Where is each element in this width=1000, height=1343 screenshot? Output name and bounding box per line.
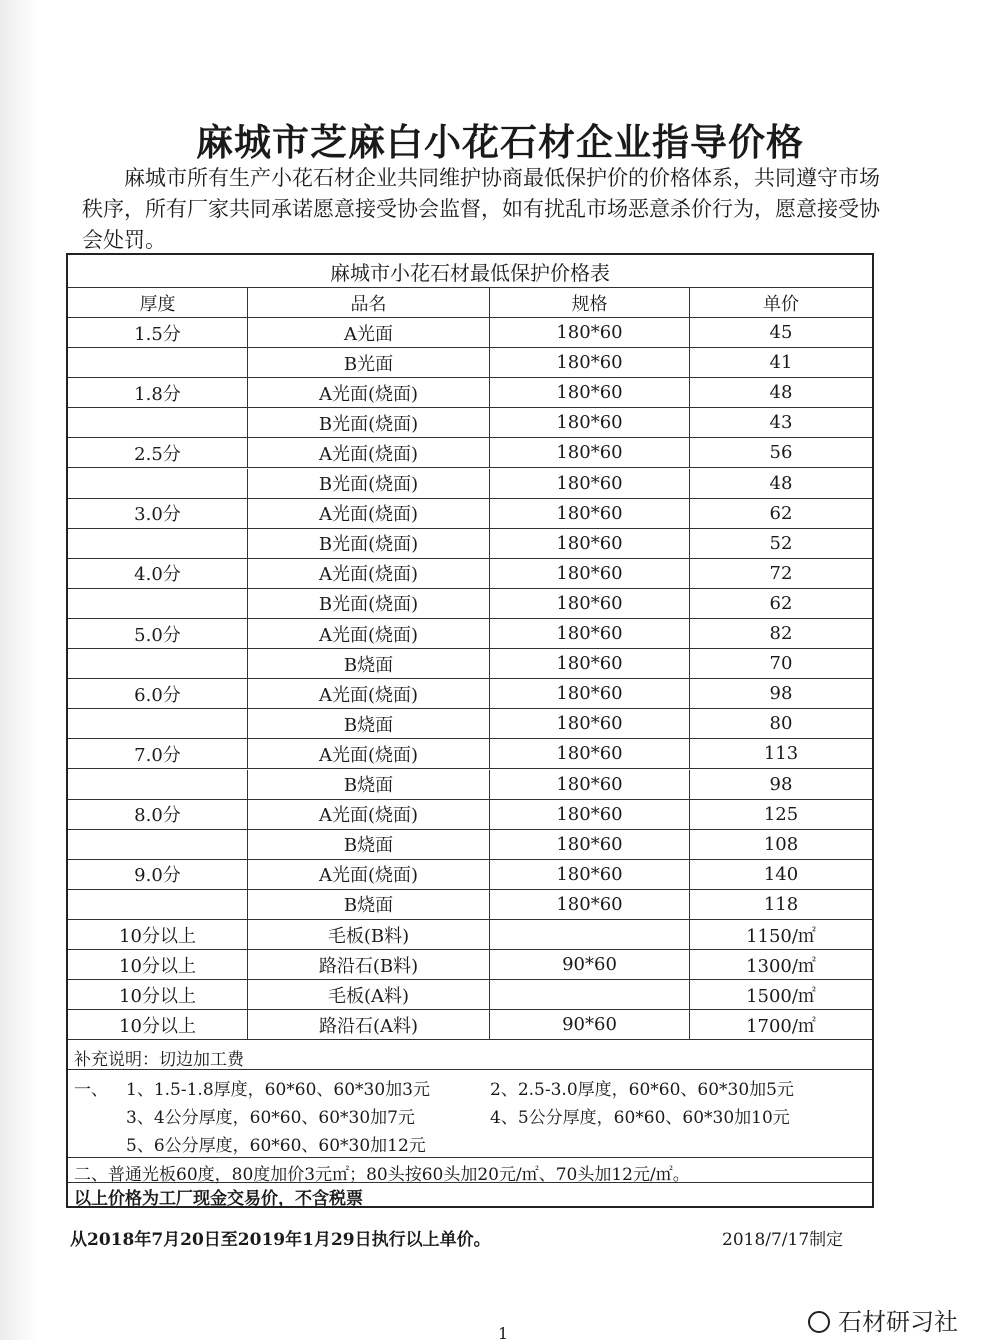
table-row xyxy=(68,800,872,830)
wechat-icon xyxy=(808,1311,830,1333)
note-1b: 2、2.5-3.0厚度，60*60、60*30加5元 xyxy=(490,1080,794,1100)
cell-price: 113 xyxy=(763,743,799,765)
table-row xyxy=(68,860,872,890)
table-row xyxy=(68,378,872,408)
cell-price: 56 xyxy=(769,442,793,464)
cell-spec: 180*60 xyxy=(490,860,690,889)
cell-product: B光面(烧面) xyxy=(248,529,490,558)
cell-thickness: 10分以上 xyxy=(68,920,248,949)
page-number: 1 xyxy=(498,1324,509,1343)
cell-thickness: 2.5分 xyxy=(68,438,248,467)
cell-product: A光面(烧面) xyxy=(248,559,490,588)
table-row xyxy=(68,438,872,468)
cell-product: 毛板(B料) xyxy=(248,920,490,949)
cell-spec: 180*60 xyxy=(490,378,690,407)
intro-paragraph: 麻城市所有生产小花石材企业共同维护协商最低保护价的价格体系，共同遵守市场秩序，所有厂家共同承诺愿意接受协会监督，如有扰乱市场恶意杀价行为，愿意接受协会处罚。 xyxy=(82,166,880,252)
cell-price: 48 xyxy=(769,382,793,404)
table-row xyxy=(68,1010,872,1040)
supplement-note: 补充说明：切边加工费 xyxy=(74,1050,244,1070)
table-row xyxy=(68,980,872,1010)
cell-product: B烧面 xyxy=(248,770,490,799)
note-three: 以上价格为工厂现金交易价，不含税票 xyxy=(74,1189,363,1209)
cell-spec: 180*60 xyxy=(490,469,690,498)
watermark-text: 石材研习社 xyxy=(838,1308,958,1336)
document-title: 麻城市芝麻白小花石材企业指导价格 xyxy=(196,120,804,164)
cell-price: 98 xyxy=(769,773,793,795)
cell-price: 118 xyxy=(763,893,799,915)
cell-product: 路沿石(B料) xyxy=(248,950,490,979)
cell-price: 140 xyxy=(763,863,799,885)
notes-block-two xyxy=(68,1158,872,1183)
cell-spec: 180*60 xyxy=(490,318,690,347)
cell-price: 80 xyxy=(769,713,793,735)
cell-product: 毛板(A料) xyxy=(248,980,490,1009)
cell-product: A光面(烧面) xyxy=(248,739,490,768)
table-row xyxy=(68,619,872,649)
cell-product: B光面(烧面) xyxy=(248,408,490,437)
cell-thickness xyxy=(68,830,248,859)
cell-price: 98 xyxy=(769,683,793,705)
cell-thickness: 4.0分 xyxy=(68,559,248,588)
cell-thickness xyxy=(68,709,248,738)
cell-price: 45 xyxy=(769,322,793,344)
table-row xyxy=(68,739,872,769)
table-caption: 麻城市小花石材最低保护价格表 xyxy=(68,255,872,288)
notes-block-three xyxy=(68,1183,872,1209)
cell-product: A光面(烧面) xyxy=(248,499,490,528)
cell-thickness xyxy=(68,770,248,799)
cell-price: 43 xyxy=(769,412,793,434)
cell-product: B光面 xyxy=(248,348,490,377)
cell-thickness xyxy=(68,589,248,618)
cell-price: 1300/㎡ xyxy=(746,955,816,977)
scan-edge-shadow xyxy=(0,0,38,1340)
cell-thickness xyxy=(68,408,248,437)
table-row xyxy=(68,318,872,348)
cell-spec: 180*60 xyxy=(490,619,690,648)
cell-product: B光面(烧面) xyxy=(248,589,490,618)
cell-spec: 180*60 xyxy=(490,499,690,528)
cell-product: A光面(烧面) xyxy=(248,800,490,829)
table-row xyxy=(68,649,872,679)
cell-spec: 180*60 xyxy=(490,709,690,738)
cell-thickness: 6.0分 xyxy=(68,679,248,708)
header-product: 品名 xyxy=(248,288,490,317)
note-1e: 5、6公分厚度，60*60、60*30加12元 xyxy=(126,1136,426,1156)
table-row xyxy=(68,348,872,378)
header-price: 单价 xyxy=(763,293,799,315)
cell-price: 1500/㎡ xyxy=(746,985,816,1007)
cell-thickness: 9.0分 xyxy=(68,860,248,889)
table-row xyxy=(68,830,872,860)
table-row xyxy=(68,469,872,499)
cell-thickness xyxy=(68,890,248,919)
notes-block-one xyxy=(68,1070,872,1158)
cell-spec xyxy=(490,980,690,1009)
cell-thickness: 1.8分 xyxy=(68,378,248,407)
issue-date: 2018/7/17制定 xyxy=(722,1230,844,1250)
cell-product: A光面 xyxy=(248,318,490,347)
cell-spec: 180*60 xyxy=(490,679,690,708)
table-row xyxy=(68,408,872,438)
cell-spec: 180*60 xyxy=(490,800,690,829)
note-1c: 3、4公分厚度，60*60、60*30加7元 xyxy=(126,1108,415,1128)
cell-price: 41 xyxy=(769,352,793,374)
cell-price: 70 xyxy=(769,653,793,675)
cell-thickness: 1.5分 xyxy=(68,318,248,347)
cell-thickness: 5.0分 xyxy=(68,619,248,648)
cell-price: 48 xyxy=(769,472,793,494)
cell-thickness: 3.0分 xyxy=(68,499,248,528)
cell-price: 62 xyxy=(769,592,793,614)
cell-product: A光面(烧面) xyxy=(248,619,490,648)
table-row xyxy=(68,529,872,559)
cell-spec: 180*60 xyxy=(490,559,690,588)
cell-spec: 180*60 xyxy=(490,529,690,558)
cell-price: 82 xyxy=(769,623,793,645)
cell-price: 108 xyxy=(763,833,799,855)
cell-thickness: 10分以上 xyxy=(68,980,248,1009)
cell-price: 125 xyxy=(763,803,799,825)
cell-product: A光面(烧面) xyxy=(248,860,490,889)
table-row xyxy=(68,589,872,619)
cell-price: 1150/㎡ xyxy=(746,925,816,947)
validity-period: 从2018年7月20日至2019年1月29日执行以上单价。 xyxy=(70,1230,491,1250)
cell-thickness: 10分以上 xyxy=(68,1010,248,1039)
cell-thickness xyxy=(68,469,248,498)
cell-thickness xyxy=(68,649,248,678)
header-thickness: 厚度 xyxy=(68,288,248,317)
cell-product: A光面(烧面) xyxy=(248,438,490,467)
cell-spec: 180*60 xyxy=(490,830,690,859)
header-spec: 规格 xyxy=(490,288,690,317)
cell-spec: 180*60 xyxy=(490,408,690,437)
note-one-prefix: 一、 xyxy=(74,1080,108,1100)
cell-price: 1700/㎡ xyxy=(746,1015,816,1037)
table-row xyxy=(68,709,872,739)
table-row xyxy=(68,890,872,920)
cell-spec: 180*60 xyxy=(490,649,690,678)
cell-spec xyxy=(490,920,690,949)
cell-spec: 90*60 xyxy=(490,1010,690,1039)
supplement-row xyxy=(68,1040,872,1070)
price-table xyxy=(66,253,874,1208)
table-row xyxy=(68,920,872,950)
cell-product: B烧面 xyxy=(248,890,490,919)
cell-product: A光面(烧面) xyxy=(248,679,490,708)
cell-price: 52 xyxy=(769,532,793,554)
table-row xyxy=(68,770,872,800)
cell-spec: 180*60 xyxy=(490,438,690,467)
cell-spec: 90*60 xyxy=(490,950,690,979)
cell-thickness xyxy=(68,529,248,558)
cell-product: B烧面 xyxy=(248,709,490,738)
cell-product: A光面(烧面) xyxy=(248,378,490,407)
table-header-row xyxy=(68,288,872,318)
note-1a: 1、1.5-1.8厚度，60*60、60*30加3元 xyxy=(126,1080,430,1100)
table-row xyxy=(68,679,872,709)
table-row xyxy=(68,499,872,529)
cell-thickness: 8.0分 xyxy=(68,800,248,829)
cell-spec: 180*60 xyxy=(490,348,690,377)
table-row xyxy=(68,950,872,980)
table-row xyxy=(68,559,872,589)
cell-spec: 180*60 xyxy=(490,739,690,768)
cell-product: 路沿石(A料) xyxy=(248,1010,490,1039)
note-two: 二、普通光板60度，80度加价3元㎡；80头按60头加20元/㎡、70头加12元/㎡。 xyxy=(74,1165,690,1185)
cell-thickness xyxy=(68,348,248,377)
cell-thickness: 10分以上 xyxy=(68,950,248,979)
cell-spec: 180*60 xyxy=(490,770,690,799)
cell-price: 72 xyxy=(769,562,793,584)
cell-product: B光面(烧面) xyxy=(248,469,490,498)
cell-price: 62 xyxy=(769,502,793,524)
cell-product: B烧面 xyxy=(248,830,490,859)
note-1d: 4、5公分厚度，60*60、60*30加10元 xyxy=(490,1108,790,1128)
watermark xyxy=(808,1302,958,1337)
cell-product: B烧面 xyxy=(248,649,490,678)
cell-thickness: 7.0分 xyxy=(68,739,248,768)
cell-spec: 180*60 xyxy=(490,589,690,618)
cell-spec: 180*60 xyxy=(490,890,690,919)
